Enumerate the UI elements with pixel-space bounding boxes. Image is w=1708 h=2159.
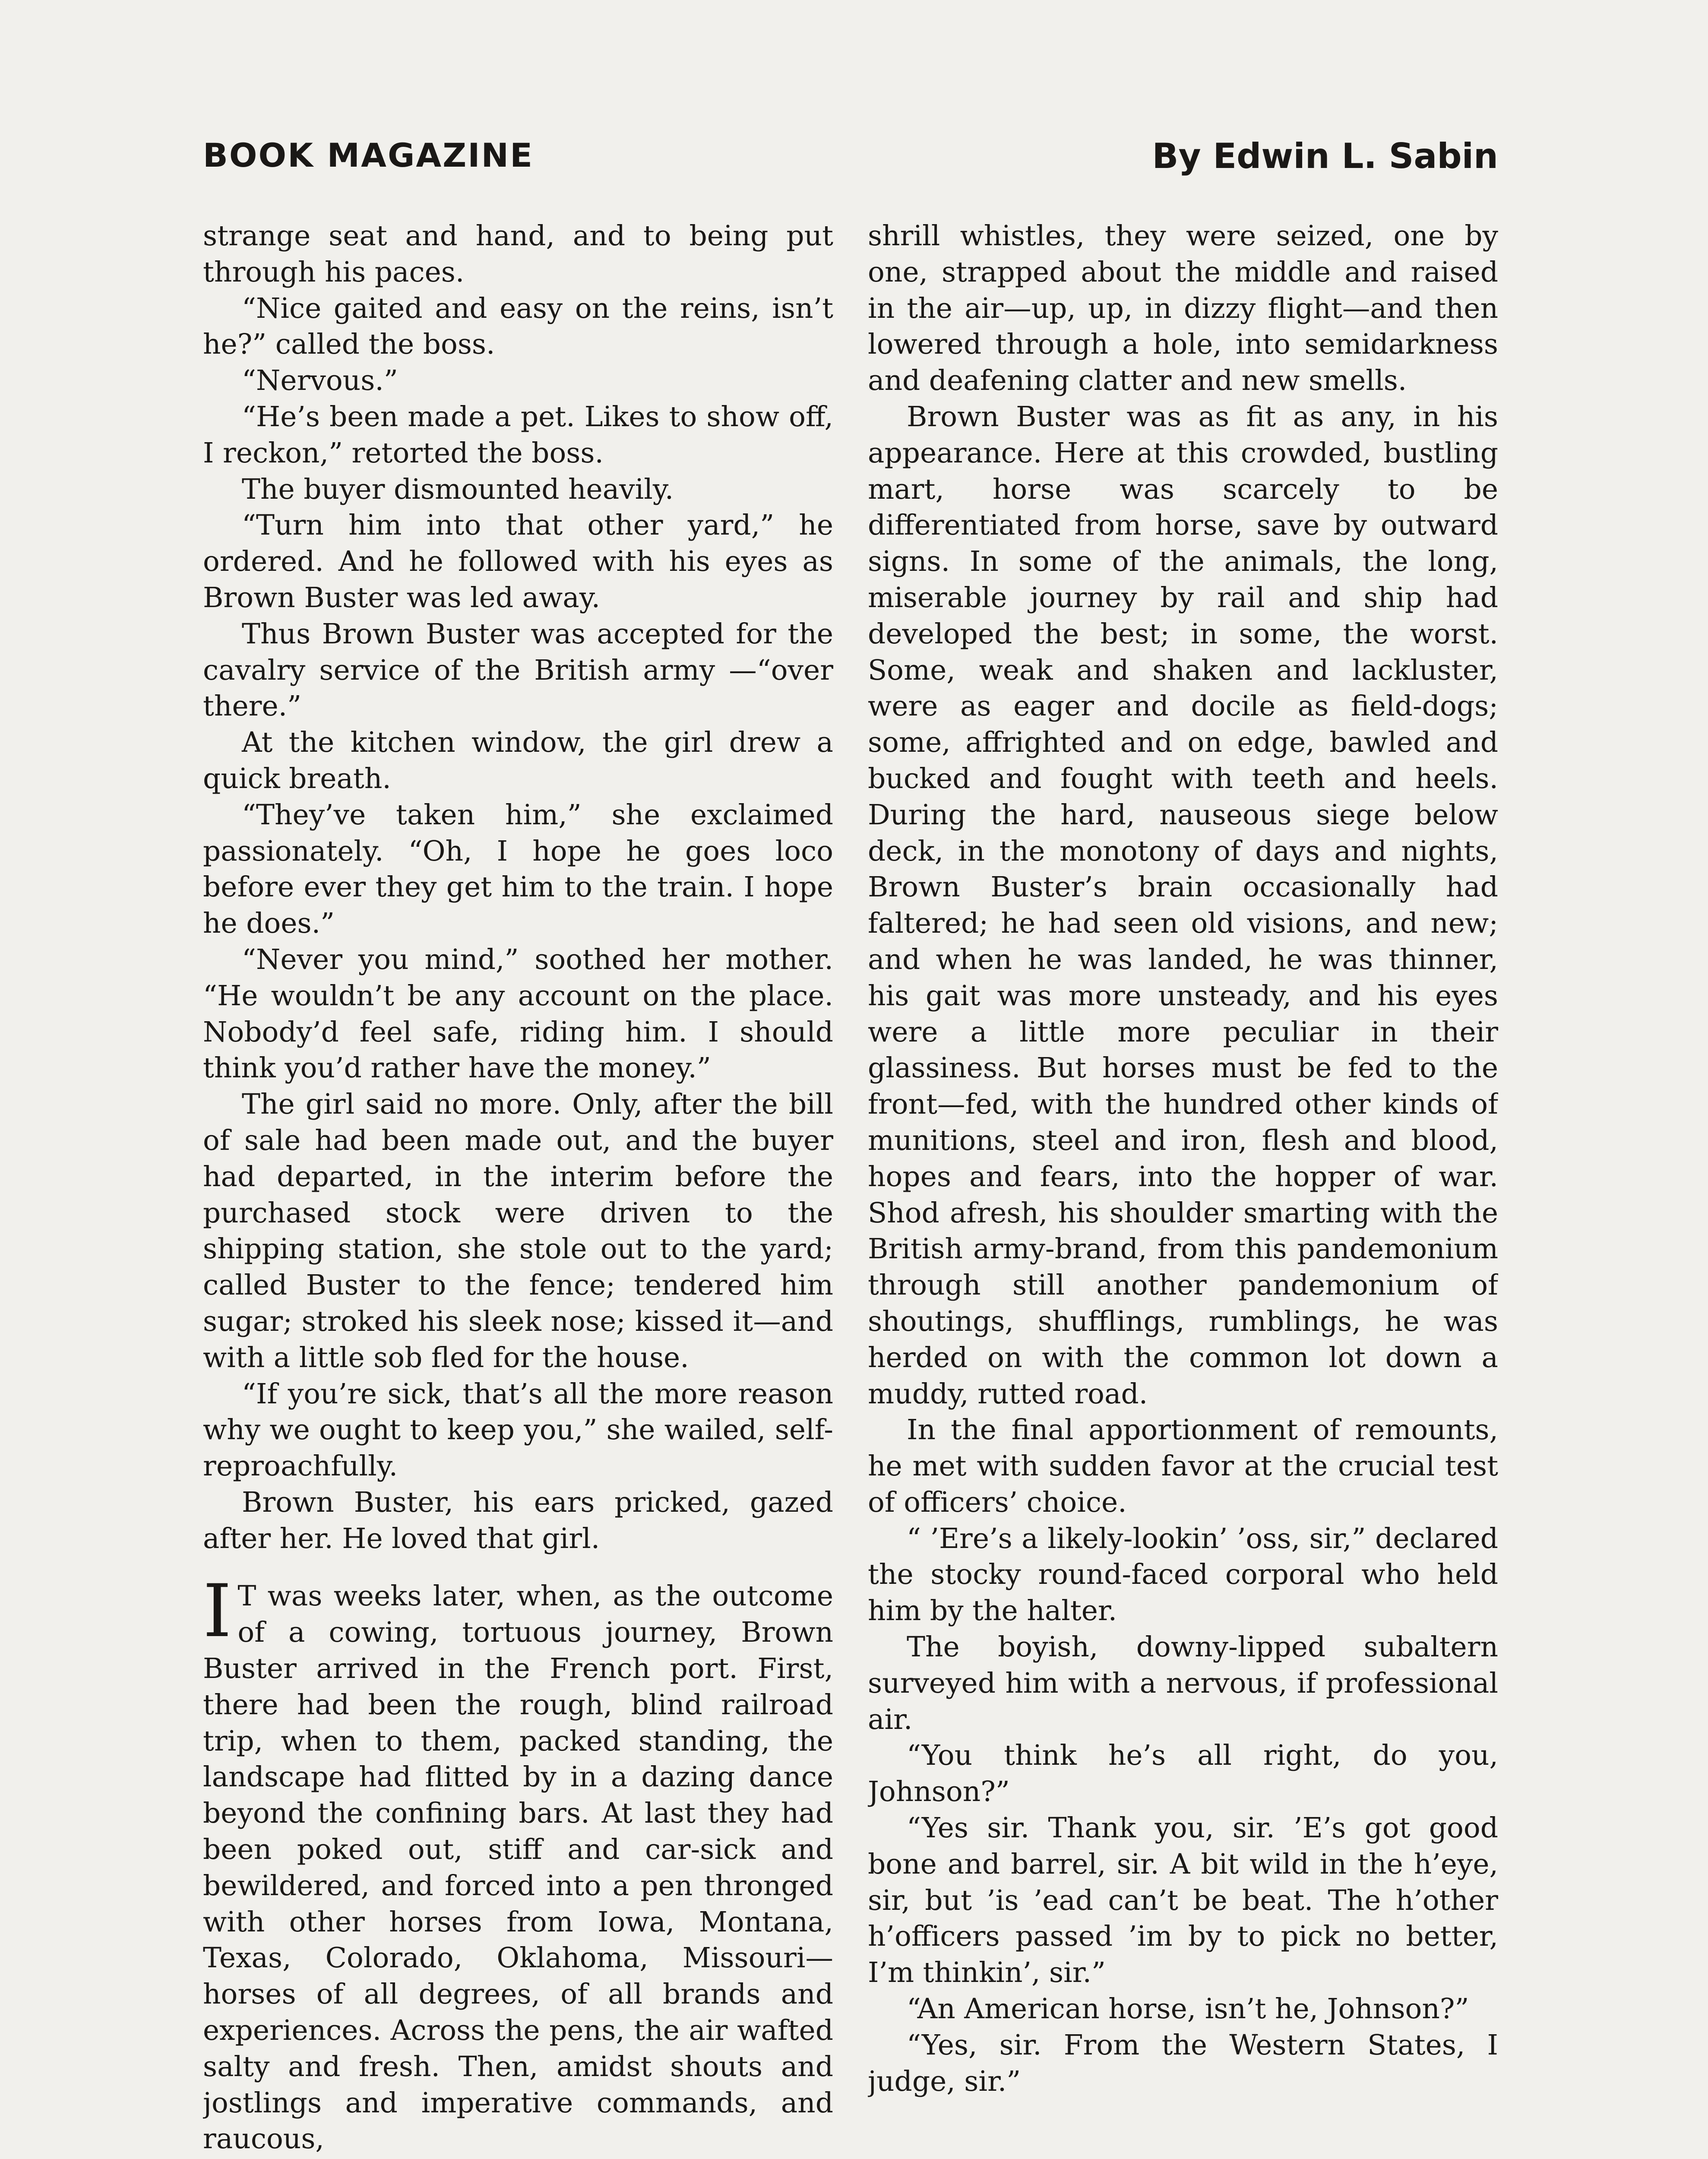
drop-cap: I [203,1569,232,1654]
paragraph: “Yes sir. Thank you, sir. ’E’s got good bone and barrel, sir. A bit wild in the h’eye, sir, but ’is ’ead can’t be beat. The h’other h’officers passed ’im by to pick no better, I’m thinkin’, sir.” [868,1812,1498,1989]
paragraph: Brown Buster was as fit as any, in his appearance. Here at this crowded, bustling mart, horse was scarcely to be differentiated from horse, save by outward signs. In some of the animals, the long, miserable journey by rail and ship had developed the best; in some, the worst. Some, weak and shaken and lackluster, were as eager and docile as field-dogs; some, affrighted and on edge, bawled and bucked and fought with teeth and heels. During the hard, nauseous siege below deck, in the monotony of days and nights, Brown Buster’s brain occasionally had faltered; he had seen old visions, and new; and when he was landed, he was thinner, his gait was more unsteady, and his eyes were a little more peculiar in their glassiness. But horses must be fed to the front—fed, with the hundred other kinds of munitions, steel and iron, flesh and blood, hopes and fears, into the hopper of war. Shod afresh, his shoulder smarting with the British army-brand, from this pandemonium through still another pandemonium of shoutings, shufflings, rumblings, he was herded on with the common lot down a muddy, rutted road. [868,400,1498,1410]
paragraph: In the final apportionment of remounts, he met with sudden favor at the crucial test of officers’ choice. [868,1414,1498,1519]
running-header [203,136,1498,192]
paragraph: “Never you mind,” soothed her mother. “He wouldn’t be any account on the place. Nobody’d feel safe, riding him. I should think you’d rather have the money.” [203,943,833,1085]
paragraph: At the kitchen window, the girl drew a quick breath. [203,726,833,795]
author-byline: By Edwin L. Sabin [1152,136,1498,176]
paragraph: shrill whistles, they were seized, one by one, strapped about the middle and raised in the air—up, up, in dizzy flight—and then lowered through a hole, into semidarkness and deafening clatter and new smells. [868,220,1498,397]
section-opening-paragraph [203,1569,833,2157]
paragraph: Thus Brown Buster was accepted for the cavalry service of the British army —“over there.” [203,617,833,723]
paragraph: “You think he’s all right, do you, Johnson?” [868,1739,1498,1808]
paragraph: strange seat and hand, and to being put through his paces. [203,220,833,288]
paragraph: “Turn him into that other yard,” he ordered. And he followed with his eyes as Brown Buster was led away. [203,509,833,614]
magazine-title: BOOK MAGAZINE [203,136,534,174]
paragraph: The boyish, downy-lipped subaltern surveyed him with a nervous, if professional air. [868,1631,1498,1736]
paragraph: “If you’re sick, that’s all the more reason why we ought to keep you,” she wailed, self-reproachfully. [203,1377,833,1483]
paragraph: “Nervous.” [242,364,398,397]
left-column [203,218,833,2159]
paragraph: The buyer dismounted heavily. [242,473,674,506]
paragraph: “He’s been made a pet. Likes to show off, I reckon,” retorted the boss. [203,400,833,469]
paragraph: “An American horse, isn’t he, Johnson?” [907,1993,1469,2026]
paragraph: “ ’Ere’s a likely-lookin’ ’oss, sir,” declared the stocky round-faced corporal who held him by the halter. [868,1522,1498,1627]
paragraph: “Yes, sir. From the Western States, I judge, sir.” [868,2029,1498,2098]
right-column [868,218,1498,2159]
paragraph: Brown Buster, his ears pricked, gazed after her. He loved that girl. [203,1486,833,1555]
paragraph: The girl said no more. Only, after the bill of sale had been made out, and the buyer had departed, in the interim before the purchased stock were driven to the shipping station, she stole out to the yard; called Buster to the fence; tendered him sugar; stroked his sleek nose; kissed it—and with a little sob fled for the house. [203,1088,833,1374]
section-text: T was weeks later, when, as the outcome of a cowing, tortuous journey, Brown Buster arrived in the French port. First, there had been the rough, blind railroad trip, when to them, packed standing, the landscape had flitted by in a dazing dance beyond the confining bars. At last they had been poked out, stiff and car-sick and bewildered, and forced into a pen thronged with other horses from Iowa, Montana, Texas, Colorado, Oklahoma, Missouri—horses of all degrees, of all brands and experiences. Across the pens, the air wafted salty and fresh. Then, amidst shouts and jostlings and imperative commands, and raucous, [203,1580,833,2156]
paragraph: “Nice gaited and easy on the reins, isn’t he?” called the boss. [203,292,833,361]
paragraph: “They’ve taken him,” she exclaimed passionately. “Oh, I hope he goes loco before ever they get him to the train. I hope he does.” [203,798,833,940]
